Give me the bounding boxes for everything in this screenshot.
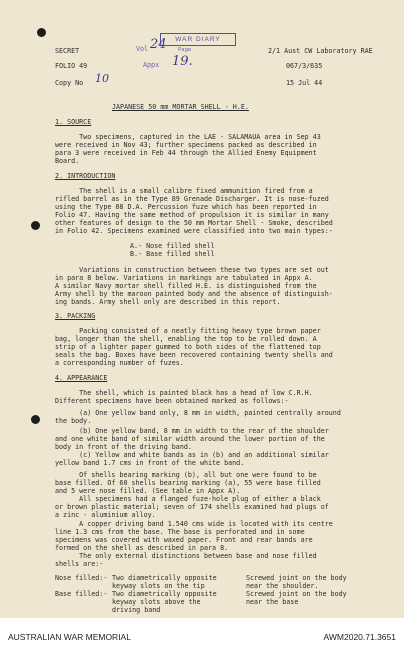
- text-line: using the Type 88 D.A. Percussion fuze which has been reported in: [55, 203, 317, 211]
- text-line: All specimens had a flanged fuze-hole plug of either a black: [55, 495, 321, 503]
- text-line: the body.: [55, 417, 92, 425]
- text-line: A similar Navy mortar shell filled H.E. is distinguished from the: [55, 282, 317, 290]
- punch-hole: [31, 221, 40, 230]
- text-line: strip of a lighter paper gummed to both sides of the flattened top: [55, 343, 321, 351]
- text-line: Packing consisted of a neatly fitting heavy type brown paper: [55, 327, 321, 335]
- text-line: rifled barrel as in the Type 89 Grenade Discharger. It is nose-fuzed: [55, 195, 329, 203]
- text-line: were received in Nov 43; further specimens packed as described in: [55, 141, 317, 149]
- text-line: The shell, which is painted black has a head of low C.R.H.: [55, 389, 313, 397]
- text-line: (b) One yellow band, 8 mm in width to the rear of the shoulder: [55, 427, 329, 435]
- copy-label: Copy No: [55, 79, 84, 87]
- text-line: body in front of the driving band.: [55, 443, 192, 451]
- folio-label: FOLIO 49: [55, 62, 88, 70]
- text-line: A copper driving band 1.540 cms wide is located with its centre: [55, 520, 333, 528]
- text-line: base filled. Of 60 shells bearing marking (a), 55 were base filled: [55, 479, 321, 487]
- document-date: 15 Jul 44: [286, 79, 323, 87]
- text-line: in para 8 below. Variations in markings are tabulated in Appx A.: [55, 274, 313, 282]
- text-line: line 1.3 cms from the base. The base is perforated and in some: [55, 528, 305, 536]
- archive-footer: [0, 618, 404, 653]
- copy-number-handwritten: 10: [95, 72, 109, 85]
- text-line: or brown plastic material; seven of 174 shells examined had plugs of: [55, 503, 329, 511]
- base-filled-description: driving band: [112, 606, 161, 614]
- text-line: para 3 were received in Feb 44 through the Allied Enemy Equipment: [55, 149, 317, 157]
- text-line: specimens was covered with waxed paper. Front and rear bands are: [55, 536, 313, 544]
- vol-number-handwritten: 24: [150, 37, 167, 52]
- page-label: Page: [178, 47, 192, 53]
- text-line: (a) One yellow band only, 8 mm in width, painted centrally around: [55, 409, 341, 417]
- section-heading-source: 1. SOURCE: [55, 118, 92, 126]
- base-filled-description: keyway slots above the: [112, 598, 201, 606]
- type-b-item: B.- Base filled shell: [130, 250, 215, 258]
- section-heading-packing: 3. PACKING: [55, 312, 96, 320]
- nose-filled-label: Nose filled:-: [55, 574, 108, 582]
- document-title: JAPANESE 50 mm MORTAR SHELL - H.E.: [112, 103, 249, 111]
- text-line: Different specimens have been obtained marked as follows:-: [55, 397, 289, 405]
- type-a-item: A.- Nose filled shell: [130, 242, 215, 250]
- text-line: ing bands. Army shell only are described in this report.: [55, 298, 281, 306]
- text-line: and one white band of similar width around the lower portion of the: [55, 435, 325, 443]
- secret-label: SECRET: [55, 47, 80, 55]
- text-line: and 5 were nose filled. (See table in Appx A).: [55, 487, 241, 495]
- nose-filled-description: Two diametrically opposite: [112, 574, 217, 582]
- nose-filled-joint: Screwed joint on the body: [246, 574, 347, 582]
- text-line: seals the bag. Boxes have been recovered containing twenty shells and: [55, 351, 333, 359]
- footer-accession-number: AWM2020.71.3651: [323, 632, 396, 642]
- text-line: Variations in construction between these two types are set out: [55, 266, 329, 274]
- nose-filled-joint: near the shoulder.: [246, 582, 319, 590]
- text-line: shells are:-: [55, 560, 104, 568]
- text-line: a corresponding number of fuzes.: [55, 359, 184, 367]
- text-line: yellow band 1.7 cms in front of the white band.: [55, 459, 245, 467]
- appx-number-handwritten: 19.: [172, 54, 193, 69]
- text-line: Army shell by the maroon painted body and the absence of distinguish-: [55, 290, 333, 298]
- base-filled-joint: near the base: [246, 598, 299, 606]
- text-line: (c) Yellow and white bands as in (b) and an additional similar: [55, 451, 329, 459]
- base-filled-label: Base filled:-: [55, 590, 108, 598]
- unit-name: 2/1 Aust CW Laboratory RAE: [268, 47, 373, 55]
- reference-number: 067/3/635: [286, 62, 323, 70]
- vol-label: Vol: [136, 45, 149, 53]
- section-heading-introduction: 2. INTRODUCTION: [55, 172, 116, 180]
- punch-hole: [37, 28, 46, 37]
- text-line: Folio 47. Having the same method of propulsion it is similar in many: [55, 211, 329, 219]
- base-filled-description: Two diametrically opposite: [112, 590, 217, 598]
- appx-label: Appx: [143, 61, 160, 69]
- text-line: Of shells bearing marking (b), all but one were found to be: [55, 471, 317, 479]
- text-line: The only external distinctions between base and nose filled: [55, 552, 317, 560]
- nose-filled-description: keyway slots on the tip: [112, 582, 205, 590]
- footer-institution: AUSTRALIAN WAR MEMORIAL: [8, 632, 131, 642]
- text-line: formed on the shell as described in para 8.: [55, 544, 229, 552]
- text-line: bag, longer than the shell, enabling the top to be rolled down. A: [55, 335, 317, 343]
- base-filled-joint: Screwed joint on the body: [246, 590, 347, 598]
- text-line: in Folio 42. Specimens examined were classified into two main types:-: [55, 227, 333, 235]
- text-line: Board.: [55, 157, 80, 165]
- text-line: other features of design to the 50 mm Mortar Shell - Smoke, described: [55, 219, 333, 227]
- war-diary-stamp: WAR DIARY: [160, 33, 236, 46]
- section-heading-appearance: 4. APPEARANCE: [55, 374, 108, 382]
- text-line: Two specimens, captured in the LAE - SALAMAUA area in Sep 43: [55, 133, 321, 141]
- text-line: The shell is a small calibre fixed ammunition fired from a: [55, 187, 313, 195]
- punch-hole: [31, 415, 40, 424]
- text-line: a zinc - aluminium alloy.: [55, 511, 156, 519]
